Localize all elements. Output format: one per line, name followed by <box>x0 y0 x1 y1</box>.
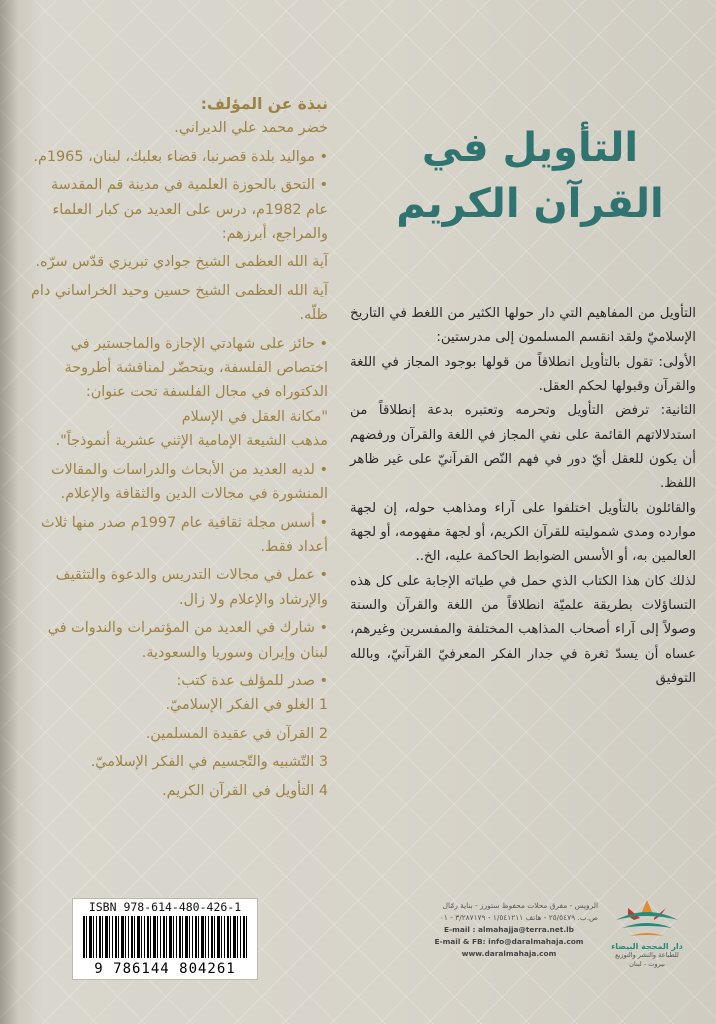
description-first-school: الأولى: تقول بالتأويل انطلاقاً من قولها بوجود المجاز في اللغة والقرآن وقبولها لحكم العقل. <box>350 354 696 395</box>
author-conf-2: لبنان وإيران وسوريا والسعودية. <box>141 644 328 661</box>
isbn-label: ISBN 978-614-480-426-1 <box>88 900 242 914</box>
book-title <box>380 120 680 232</box>
book-description <box>350 302 696 692</box>
author-hawza-line-2: عام 1982م، درس على العديد من كبار العلماء <box>52 201 328 218</box>
author-thesis-2: مذهب الشيعة الإمامية الإثني عشرية أنموذجاً". <box>55 433 328 450</box>
isbn-digits: 9 786144 804261 <box>94 961 236 977</box>
author-degree-1: • حائز على شهادتي الإجازة والماجستير في <box>30 332 328 356</box>
author-degree-3: الدكتوراه في مجال الفلسفة تحت عنوان: <box>85 384 328 401</box>
publisher-logo <box>606 896 688 972</box>
author-magazine-2: أعداد فقط. <box>260 538 328 555</box>
author-work-1: • عمل في مجالات التدريس والدعوة والتثقيف <box>30 563 328 587</box>
author-hawza-line-1: • التحق بالحوزة العلمية في مدينة قم المقدسة <box>30 173 328 197</box>
author-research-2: المنشورة في مجالات الدين والثقافة والإعلام. <box>60 486 328 503</box>
author-conf-1: • شارك في العديد من المؤتمرات والندوات في <box>30 616 328 640</box>
spine-shadow <box>0 0 18 1024</box>
publisher-email-fb: E-mail & FB: info@daralmahaja.com <box>434 937 584 946</box>
publisher-website: www.daralmahaja.com <box>461 949 557 958</box>
publisher-logo-icon <box>606 896 688 942</box>
author-book-item: 2 القرآن في عقيدة المسلمين. <box>145 725 328 742</box>
author-book-item: 1 الغلو في الفكر الإسلاميّ. <box>165 697 328 714</box>
author-heading: نبذة عن المؤلف: <box>200 95 328 113</box>
publisher-phone: ص.ب. ٢٥/٥٤٧٩ - هاتف ١/٥٤١٢١١ - ٣/٢٨٧١٧٩ - ٠١ <box>439 913 598 922</box>
author-born: • مواليد بلدة قصرنبا، قضاء بعلبك، لبنان، 1965م. <box>30 145 328 169</box>
author-scholar-1: آية الله العظمى الشيخ جوادي تبريزي قدّس سرّه. <box>35 254 328 271</box>
publisher-logo-sub: للطباعة والنشر والتوزيع <box>615 951 679 959</box>
publisher-logo-name: دار المحجة البيضاء <box>611 942 683 951</box>
author-magazine-1: • أسس مجلة ثقافية عام 1997م صدر منها ثلاث <box>30 511 328 535</box>
author-research-1: • لديه العديد من الأبحاث والدراسات والمقالات <box>30 458 328 482</box>
author-name: خضر محمد علي الديراني. <box>174 120 328 137</box>
description-third: والقائلون بالتأويل اختلفوا على آراء ومذاهب حوله، إن لجهة موارده ومدى شموليته للقرآن الكريم، أو لجهة مفهومه، أو لجهة العالمين به، أو الأسس الضوابط الحاكمة عليه، الخ.. <box>350 500 696 565</box>
publisher-logo-city: بيروت - لبنان <box>629 960 665 968</box>
author-book-item: 3 التّشبيه والتّجسيم في الفكر الإسلاميّ. <box>90 754 328 771</box>
publisher-logo-text <box>606 942 688 969</box>
barcode-bars <box>83 916 247 958</box>
author-hawza-line-3: والمراجع، أبرزهم: <box>221 226 328 243</box>
author-work-2: والإرشاد والإعلام ولا زال. <box>178 591 328 608</box>
book-title-line-1: التأويل في <box>421 125 639 171</box>
publisher-address: الرويس - مفرق محلات محفوظ ستورز - بناية رمّال <box>442 901 598 910</box>
description-closing: لذلك كان هذا الكتاب الذي حمل في طياته الإجابة على كل هذه التساؤلات بطريقة علميّة انطلاقاً من اللغة والقرآن والسنة وصولاً إلى آراء أصحاب المذاهب المختلفة والمفسرين وغيرهم، عساه أن يسدّ ثغرة في جدار الفكر المعرفيّ القرآنيّ، وبالله التوفيق <box>350 573 696 687</box>
publisher-contact <box>420 900 598 960</box>
author-scholar-2a: آية الله العظمى الشيخ حسين وحيد الخراساني دام <box>30 282 328 299</box>
description-second-school: الثانية: ترفض التأويل وتحرمه وتعتبره بدعة إنطلاقاً من استدلالاتهم القائمة على نفي المجاز في اللغة والقرآن ورفضهم أن يكون للعقل أيّ دور في فهم النّص القرآنيّ على غير ظاهر اللفظ. <box>350 403 696 492</box>
author-scholar-2b: ظلّه. <box>299 307 328 324</box>
publisher-email: E-mail : almahajja@terra.net.lb <box>444 925 574 934</box>
author-book-item: 4 التأويل في القرآن الكريم. <box>162 782 328 799</box>
author-degree-2: اختصاص الفلسفة، ويتحضّر لمناقشة أطروحة <box>64 360 328 377</box>
description-intro: التأويل من المفاهيم التي دار حولها الكثير من اللغط في التاريخ الإسلاميّ ولقد انقسم المسلمون إلى مدرستين: <box>350 306 696 346</box>
publisher-info <box>420 900 704 970</box>
author-bio <box>30 92 328 803</box>
author-thesis-1: "مكانة العقل في الإسلام <box>181 408 328 425</box>
author-books-intro: • صدر للمؤلف عدة كتب: <box>30 669 328 693</box>
book-title-line-2: القرآن الكريم <box>396 181 664 227</box>
isbn-barcode <box>72 898 258 980</box>
